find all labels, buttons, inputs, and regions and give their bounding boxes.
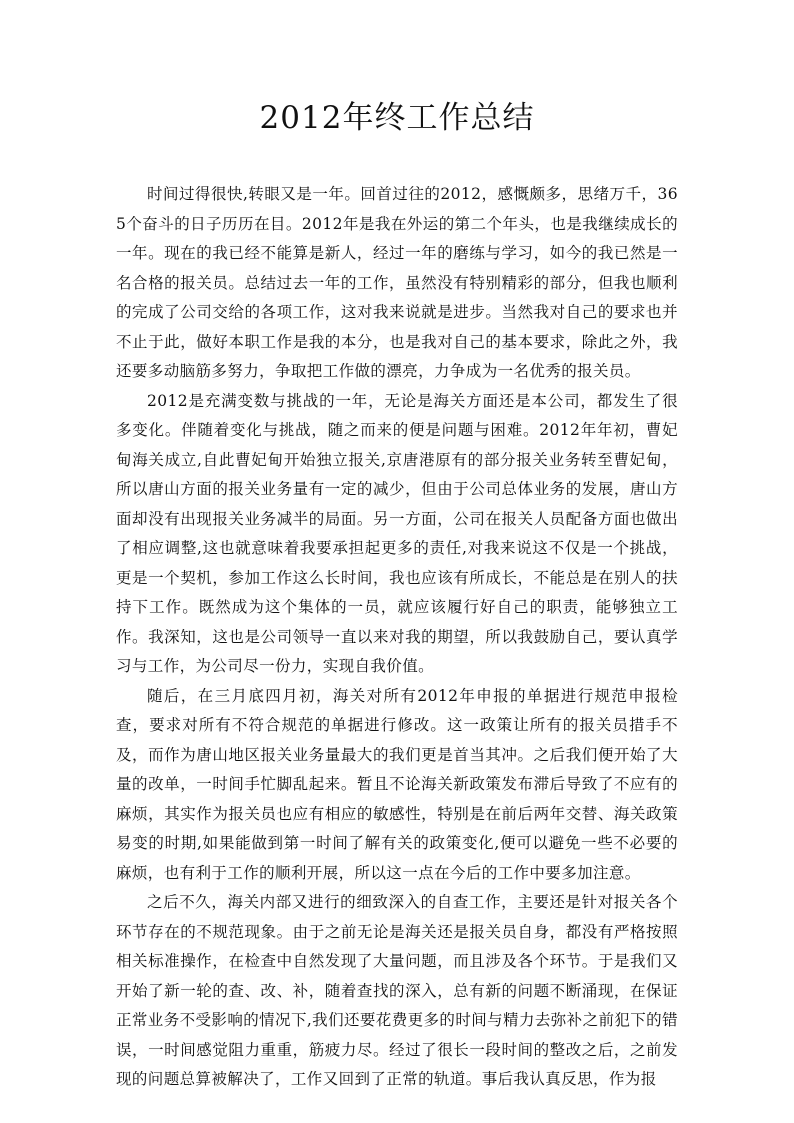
paragraph-changes-challenges: 2012是充满变数与挑战的一年，无论是海关方面还是本公司，都发生了很多变化。伴随着变化与挑战，随之而来的便是问题与困难。2012年年初，曹妃甸海关成立,自此曹妃甸开始独立报关,京唐港原有的部分报关业务转至曹妃甸，所以唐山方面的报关业务量有一定的减少，但由于公司总体业务的发展，唐山方面却没有出现报关业务减半的局面。另一方面，公司在报关人员配备方面也做出了相应调整,这也就意味着我要承担起更多的责任,对我来说这不仅是一个挑战，更是一个契机，参加工作这么长时间，我也应该有所成长，不能总是在别人的扶持下工作。既然成为这个集体的一员，就应该履行好自己的职责，能够独立工作。我深知，这也是公司领导一直以来对我的期望，所以我鼓励自己，要认真学习与工作，为公司尽一份力，实现自我价值。 (116, 391, 678, 675)
paragraph-intro: 时间过得很快,转眼又是一年。回首过往的2012，感慨颇多，思绪万千，365个奋斗的日子历历在目。2012年是我在外运的第二个年头，也是我继续成长的一年。现在的我已经不能算是新人，经过一年的磨练与学习，如今的我已然是一名合格的报关员。总结过去一年的工作，虽然没有特别精彩的部分，但我也顺利的完成了公司交给的各项工作，这对我来说就是进步。当然我对自己的要求也并不止于此，做好本职工作是我的本分，也是我对自己的基本要求，除此之外，我还要多动脑筋多努力，争取把工作做的漂亮，力争成为一名优秀的报关员。 (116, 185, 678, 380)
paragraph-declaration-check: 随后，在三月底四月初，海关对所有2012年申报的单据进行规范申报检查，要求对所有不符合规范的单据进行修改。这一政策让所有的报关员措手不及，而作为唐山地区报关业务量最大的我们更是首当其冲。之后我们便开始了大量的改单，一时间手忙脚乱起来。暂且不论海关新政策发布滞后导致了不应有的麻烦，其实作为报关员也应有相应的敏感性，特别是在前后两年交替、海关政策易变的时期,如果能做到第一时间了解有关的政策变化,便可以避免一些不必要的麻烦，也有利于工作的顺利开展，所以这一点在今后的工作中要多加注意。 (116, 686, 678, 882)
paragraph-self-inspection: 之后不久，海关内部又进行的细致深入的自查工作，主要还是针对报关各个环节存在的不规范现象。由于之前无论是海关还是报关员自身，都没有严格按照相关标准操作，在检查中自然发现了大量问题，而且涉及各个环节。于是我们又开始了新一轮的查、改、补，随着查找的深入，总有新的问题不断涌现，在保证正常业务不受影响的情况下,我们还要花费更多的时间与精力去弥补之前犯下的错误，一时间感觉阻力重重，筋疲力尽。经过了很长一段时间的整改之后，之前发现的问题总算被解决了，工作又回到了正常的轨道。事后我认真反思，作为报 (116, 893, 678, 1088)
document-title: 2012年终工作总结 (259, 100, 535, 136)
document-body (116, 180, 678, 1095)
